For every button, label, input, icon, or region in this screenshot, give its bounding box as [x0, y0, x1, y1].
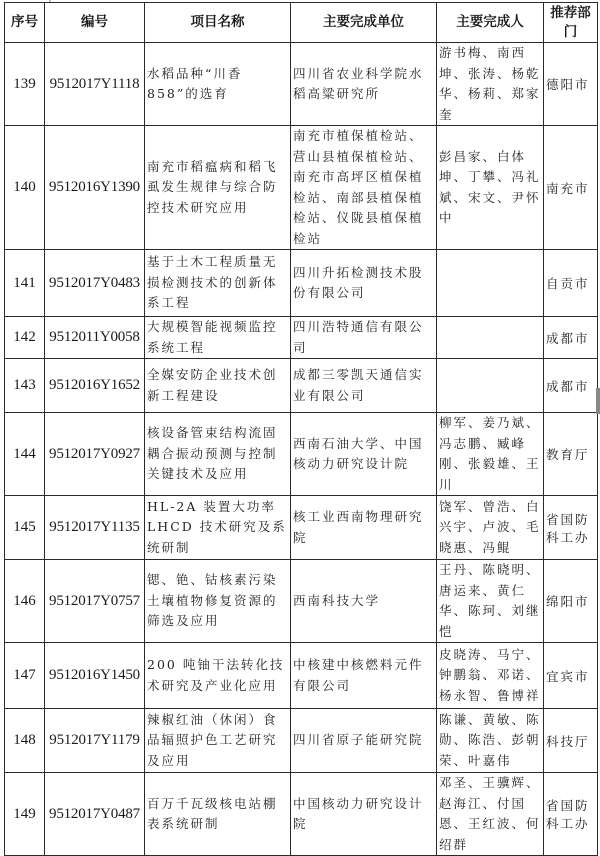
cell-seq: 142	[5, 317, 45, 359]
cell-project: HL-2A 装置大功率 LHCD 技术研究及系统研制	[145, 496, 291, 560]
cell-code: 9512017Y1118	[45, 43, 145, 126]
cell-code: 9512017Y1179	[45, 709, 145, 773]
cell-project: 南充市稻瘟病和稻飞虱发生规律与综合防控技术研究应用	[145, 126, 291, 250]
cell-dept: 成都市	[544, 359, 598, 413]
cell-project: 全媒安防企业技术创新工程建设	[145, 359, 291, 413]
header-people: 主要完成人	[437, 3, 544, 43]
cell-seq: 148	[5, 709, 45, 773]
scrollbar-thumb[interactable]	[596, 388, 600, 414]
cell-units: 西南科技大学	[291, 560, 437, 643]
cell-people: 邓圣、王骥辉、赵海江、付国恩、王红波、何绍群	[437, 773, 544, 856]
table-row	[5, 643, 598, 709]
cell-project: 锶、铯、钴核素污染土壤植物修复资源的筛选及应用	[145, 560, 291, 643]
cell-code: 9512017Y0927	[45, 413, 145, 496]
table-header-row	[5, 3, 598, 43]
cell-dept: 省国防科工办	[544, 773, 598, 856]
cell-dept: 德阳市	[544, 43, 598, 126]
cell-project: 200 吨铀干法转化技术研究及产业化应用	[145, 643, 291, 709]
table-row	[5, 413, 598, 496]
table-row	[5, 317, 598, 359]
cell-people	[437, 359, 544, 413]
table-row	[5, 126, 598, 250]
cell-code: 9512017Y1135	[45, 496, 145, 560]
cell-code: 9512016Y1390	[45, 126, 145, 250]
cell-units: 四川省农业科学院水稻高粱研究所	[291, 43, 437, 126]
header-dept: 推荐部门	[544, 3, 598, 43]
cell-seq: 143	[5, 359, 45, 413]
cell-seq: 141	[5, 250, 45, 317]
cell-seq: 139	[5, 43, 45, 126]
cell-seq: 145	[5, 496, 45, 560]
table-row	[5, 250, 598, 317]
cell-dept: 宜宾市	[544, 643, 598, 709]
cell-dept: 自贡市	[544, 250, 598, 317]
cell-project: 辣椒红油（休闲）食品辐照护色工艺研究及应用	[145, 709, 291, 773]
cell-dept: 教育厅	[544, 413, 598, 496]
cell-seq: 140	[5, 126, 45, 250]
cell-dept: 成都市	[544, 317, 598, 359]
cell-dept: 科技厅	[544, 709, 598, 773]
cell-people: 柳军、姜乃斌、冯志鹏、臧峰刚、张毅雄、王川	[437, 413, 544, 496]
cell-project: 水稻品种“川香 858”的选育	[145, 43, 291, 126]
cell-dept: 省国防科工办	[544, 496, 598, 560]
cell-project: 大规模智能视频监控系统工程	[145, 317, 291, 359]
cell-units: 四川升拓检测技术股份有限公司	[291, 250, 437, 317]
cell-code: 9512017Y0757	[45, 560, 145, 643]
cell-people: 陈谦、黄敏、陈勋、陈浩、彭朝荣、叶嘉伟	[437, 709, 544, 773]
cell-units: 中核建中核燃料元件有限公司	[291, 643, 437, 709]
cell-people	[437, 317, 544, 359]
table-row	[5, 773, 598, 856]
awards-table	[4, 2, 598, 856]
cell-code: 9512016Y1450	[45, 643, 145, 709]
table-row	[5, 496, 598, 560]
cell-units: 四川浩特通信有限公司	[291, 317, 437, 359]
cell-people	[437, 250, 544, 317]
cell-code: 9512011Y0058	[45, 317, 145, 359]
cell-seq: 146	[5, 560, 45, 643]
cell-code: 9512017Y0487	[45, 773, 145, 856]
cell-units: 南充市植保植检站、营山县植保植检站、南充市高坪区植保植检站、南部县植保植检站、仪陇县植保植检站	[291, 126, 437, 250]
table-row	[5, 359, 598, 413]
cell-code: 9512017Y0483	[45, 250, 145, 317]
cell-people: 皮晓涛、马宁、钟鹏翁、邓诺、杨永智、鲁博祥	[437, 643, 544, 709]
cell-project: 百万千瓦级核电站棚表系统研制	[145, 773, 291, 856]
cell-units: 核工业西南物理研究院	[291, 496, 437, 560]
table-row	[5, 560, 598, 643]
header-code: 编号	[45, 3, 145, 43]
table-row	[5, 709, 598, 773]
cell-people: 游书梅、南西坤、张涛、杨乾华、杨莉、郑家奎	[437, 43, 544, 126]
cell-project: 核设备管束结构流固耦合振动预测与控制关键技术及应用	[145, 413, 291, 496]
cell-project: 基于土木工程质量无损检测技术的创新体系工程	[145, 250, 291, 317]
cell-dept: 绵阳市	[544, 560, 598, 643]
cell-people: 王丹、陈晓明、唐运来、黄仁华、陈珂、刘继恺	[437, 560, 544, 643]
cell-dept: 南充市	[544, 126, 598, 250]
cell-units: 四川省原子能研究院	[291, 709, 437, 773]
cell-code: 9512016Y1652	[45, 359, 145, 413]
cell-units: 成都三零凯天通信实业有限公司	[291, 359, 437, 413]
cell-people: 饶军、曾浩、白兴宇、卢波、毛晓惠、冯鲲	[437, 496, 544, 560]
cell-seq: 149	[5, 773, 45, 856]
table-row	[5, 43, 598, 126]
header-seq: 序号	[5, 3, 45, 43]
cell-seq: 144	[5, 413, 45, 496]
header-units: 主要完成单位	[291, 3, 437, 43]
cell-units: 西南石油大学、中国核动力研究设计院	[291, 413, 437, 496]
cell-people: 彭昌家、白体坤、丁攀、冯礼斌、宋文、尹怀中	[437, 126, 544, 250]
header-project: 项目名称	[145, 3, 291, 43]
cell-seq: 147	[5, 643, 45, 709]
cell-units: 中国核动力研究设计院	[291, 773, 437, 856]
